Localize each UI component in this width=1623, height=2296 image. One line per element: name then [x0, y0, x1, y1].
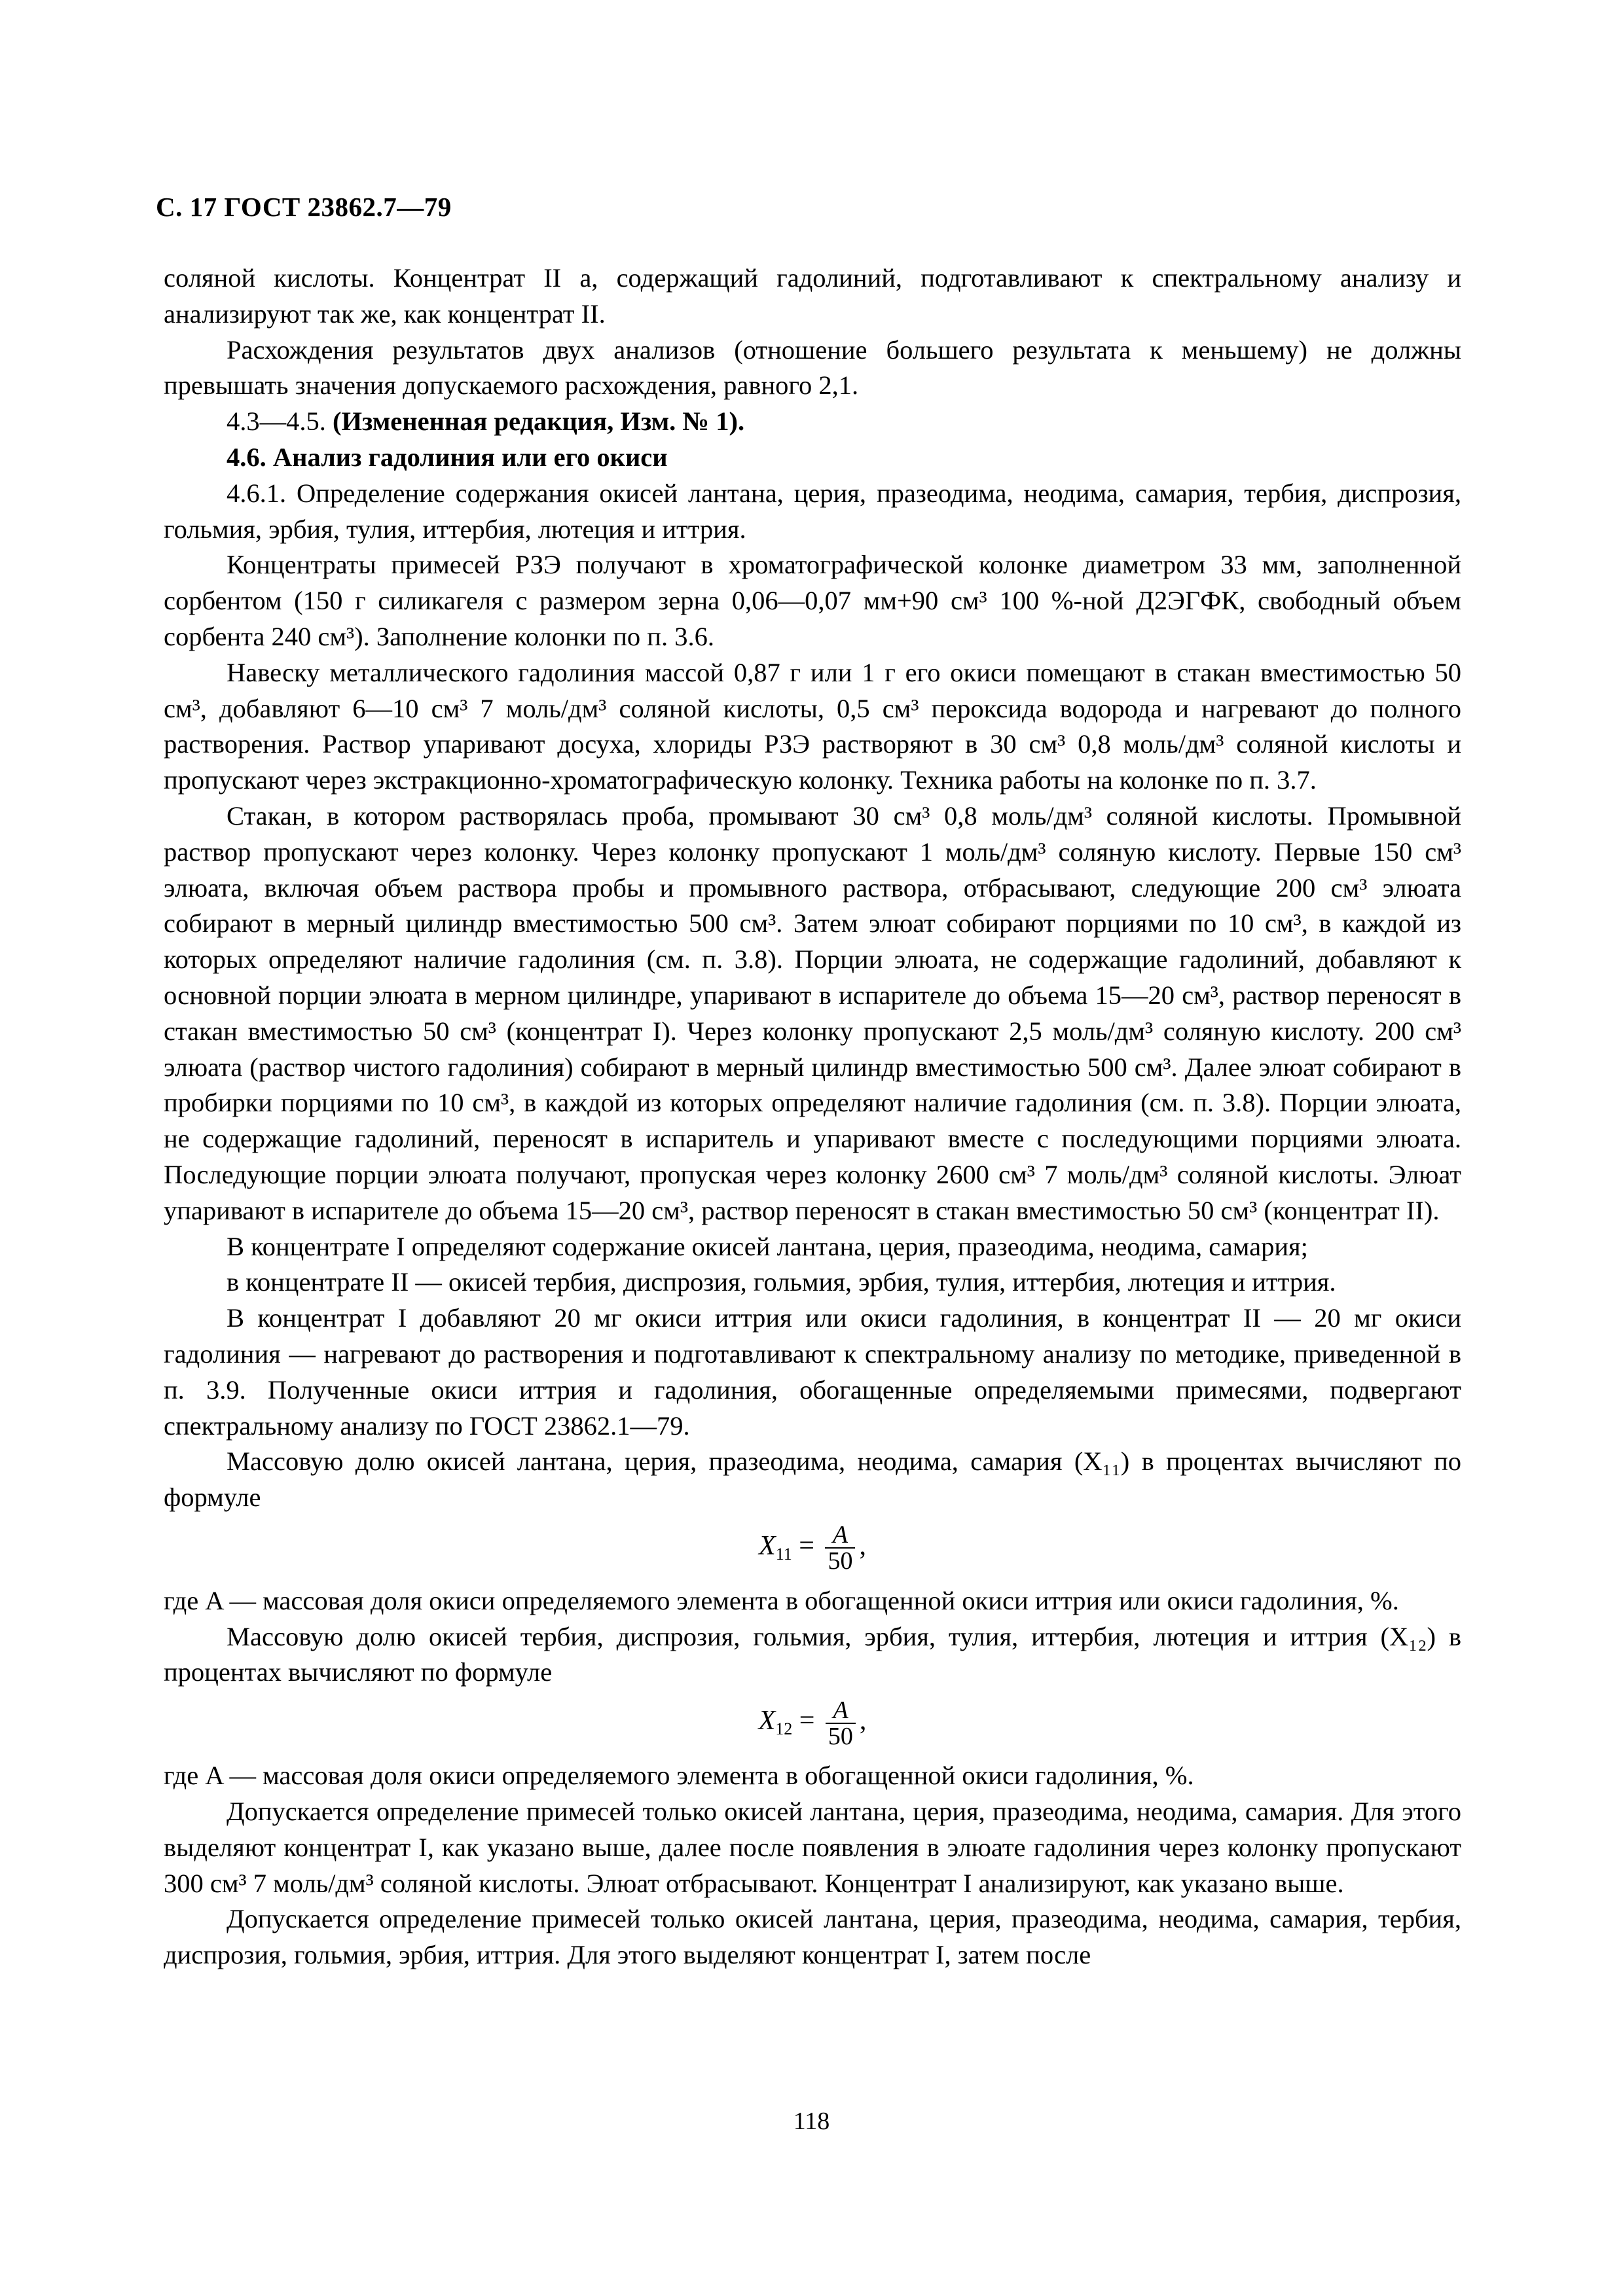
formula-fraction — [826, 1698, 856, 1749]
formula-comma: , — [859, 1706, 867, 1736]
formula-x12 — [164, 1695, 1461, 1755]
formula-x11 — [164, 1520, 1461, 1581]
paragraph: Массовую долю окисей лантана, церия, празеодима, неодима, самария (X₁₁) в процентах вычисляют по формуле — [164, 1446, 1461, 1513]
explanation-label: где A — — [164, 1761, 263, 1791]
paragraph: Навеску металлического гадолиния массой 0,87 г или 1 г его окиси помещают в стакан вместимостью 50 см³, добавляют 6—10 см³ 7 моль/дм³ соляной кислоты, 0,5 см³ пероксида водорода и нагревают до полного растворения. Раствор упаривают досуха, хлориды РЗЭ растворяют в 30 см³ 0,8 моль/дм³ соляной кислоты и пропускают через экстракционно-хроматографическую колонку. Техника работы на колонке по п. 3.7. — [164, 657, 1461, 795]
body-text — [164, 260, 1461, 1973]
explanation-text: массовая доля окиси определяемого элемента в обогащенной окиси гадолиния, %. — [263, 1761, 1194, 1791]
amendment-label: (Измененная редакция, Изм. № 1). — [333, 406, 745, 437]
paragraph: В концентрат I добавляют 20 мг окиси иттрия или окиси гадолиния, в концентрат II — 20 мг окиси гадолиния — нагревают до растворения и подготавливают к спектральному анализу по методике, приведенной в п. 3.9. Полученные окиси иттрия и гадолиния, обогащенные определяемыми примесями, подвергают спектральному анализу по ГОСТ 23862.1—79. — [164, 1303, 1461, 1441]
formula-fraction — [825, 1522, 855, 1573]
page-header: С. 17 ГОСТ 23862.7—79 — [156, 192, 452, 222]
formula-equals: = — [799, 1530, 814, 1561]
formula-variable: X — [758, 1706, 776, 1736]
page-number: 118 — [793, 2108, 830, 2135]
formula-explanation — [164, 1583, 1461, 1619]
fraction-numerator: A — [825, 1522, 855, 1549]
explanation-text: массовая доля окиси определяемого элемента в обогащенной окиси иттрия или окиси гадолиния, %. — [263, 1585, 1399, 1615]
section-heading: 4.6. Анализ гадолиния или его окиси — [227, 442, 668, 472]
paragraph: Массовую долю окисей тербия, диспрозия, гольмия, эрбия, тулия, иттербия, лютеция и иттрия (X₁₂) в процентах вычисляют по формуле — [164, 1621, 1461, 1687]
paragraph: 4.6.1. Определение содержания окисей лантана, церия, празеодима, неодима, самария, тербия, диспрозия, гольмия, эрбия, тулия, иттербия, лютеция и иттрия. — [164, 478, 1461, 544]
paragraph: Концентраты примесей РЗЭ получают в хроматографической колонке диаметром 33 мм, заполненной сорбентом (150 г силикагеля с размером зерна 0,06—0,07 мм+90 см³ 100 %-ной Д2ЭГФК, свободный объем сорбента 240 см³). Заполнение колонки по п. 3.6. — [164, 550, 1461, 651]
paragraph: соляной кислоты. Концентрат II а, содержащий гадолиний, подготавливают к спектральному анализу и анализируют так же, как концентрат II. — [164, 263, 1461, 329]
paragraph: в концентрате II — окисей тербия, диспрозия, гольмия, эрбия, тулия, иттербия, лютеция и иттрия. — [227, 1267, 1336, 1297]
explanation-label: где A — — [164, 1585, 263, 1615]
paragraph: Стакан, в котором растворялась проба, промывают 30 см³ 0,8 моль/дм³ соляной кислоты. Промывной раствор пропускают через колонку. Через колонку пропускают 1 моль/дм³ соляную кислоту. Первые 150 см³ элюата, включая объем раствора пробы и промывного раствора, отбрасывают, следующие 200 см³ элюата собирают в мерный цилиндр вместимостью 500 см³. Затем элюат собирают порциями по 10 см³, в каждой из которых определяют наличие гадолиния (см. п. 3.8). Порции элюата, не содержащие гадолиний, добавляют к основной порции элюата в мерном цилиндре, упаривают в испарителе до объема 15—20 см³, раствор переносят в стакан вместимостью 50 см³ (концентрат I). Через колонку пропускают 2,5 моль/дм³ соляную кислоту. 200 см³ элюата (раствор чистого гадолиния) собирают в мерный цилиндр вместимостью 500 см³. Далее элюат собирают в пробирки порциями по 10 см³, в каждой из которых определяют наличие гадолиния (см. п. 3.8). Порции элюата, не содержащие гадолиний, переносят в испаритель и упаривают вместе с последующими порциями элюата. Последующие порции элюата получают, пропуская через колонку 2600 см³ 7 моль/дм³ соляной кислоты. Элюат упаривают в испарителе до объема 15—20 см³, раствор переносят в стакан вместимостью 50 см³ (концентрат II). — [164, 800, 1461, 1225]
paragraph: В концентрате I определяют содержание окисей лантана, церия, празеодима, неодима, самария; — [227, 1231, 1308, 1261]
paragraph: Допускается определение примесей только окисей лантана, церия, празеодима, неодима, самария. Для этого выделяют концентрат I, как указано выше, далее после появления в элюате гадолиния через колонку пропускают 300 см³ 7 моль/дм³ соляной кислоты. Элюат отбрасывают. Концентрат I анализируют, как указано выше. — [164, 1797, 1461, 1898]
fraction-denominator: 50 — [828, 1547, 853, 1575]
formula-explanation — [164, 1758, 1461, 1794]
paragraph: Расхождения результатов двух анализов (отношение большего результата к меньшему) не должны превышать значения допускаемого расхождения, равного 2,1. — [164, 334, 1461, 401]
formula-subscript: 12 — [775, 1719, 793, 1739]
formula-subscript: 11 — [775, 1544, 792, 1564]
formula-variable: X — [759, 1530, 776, 1561]
fraction-denominator: 50 — [828, 1722, 853, 1750]
formula-equals: = — [799, 1706, 815, 1736]
formula-comma: , — [859, 1530, 866, 1561]
amendment-note — [164, 404, 1461, 440]
fraction-numerator: A — [826, 1698, 856, 1724]
clause-range: 4.3—4.5. — [227, 406, 326, 437]
paragraph: Допускается определение примесей только окисей лантана, церия, празеодима, неодима, самария, тербия, диспрозия, гольмия, эрбия, иттрия. Для этого выделяют концентрат I, затем после — [164, 1904, 1461, 1970]
